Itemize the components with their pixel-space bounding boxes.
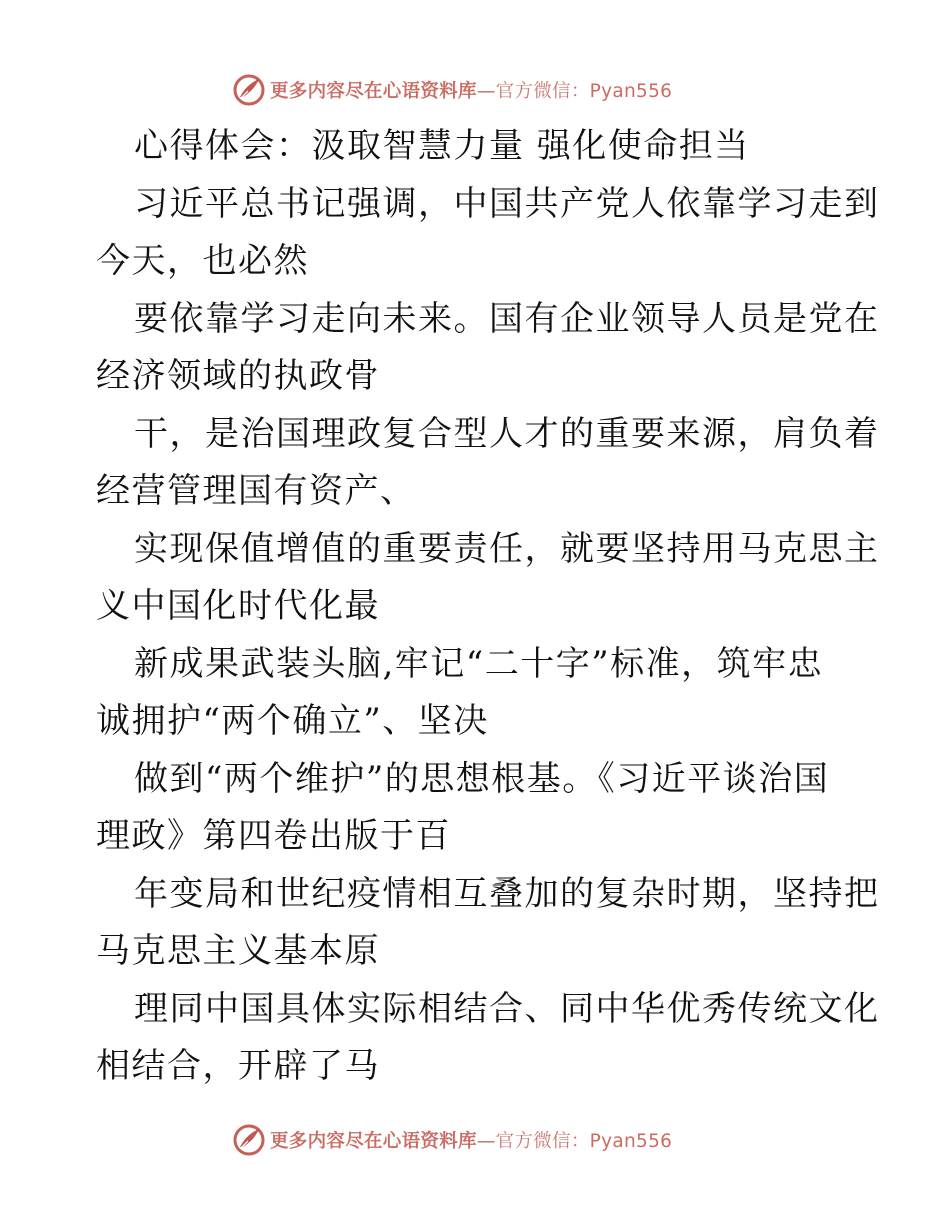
watermark-text xyxy=(270,77,672,103)
document-line: 今天，也必然 xyxy=(96,241,309,281)
document-line: 年变局和世纪疫情相互叠加的复杂时期，坚持把 xyxy=(134,873,880,914)
document-line: 经营管理国有资产、 xyxy=(96,471,416,511)
watermark-main-text: 更多内容尽在心语资料库 xyxy=(270,1131,477,1152)
watermark-account: Pyan556 xyxy=(589,1131,673,1152)
quill-pen-logo-icon xyxy=(232,1123,266,1157)
document-line: 干，是治国理政复合型人才的重要来源，肩负着 xyxy=(134,413,880,454)
watermark-content xyxy=(232,1120,672,1160)
document-line: 实现保值增值的重要责任，就要坚持用马克思主 xyxy=(134,528,880,569)
document-line: 诚拥护“两个确立”、坚决 xyxy=(96,701,489,741)
watermark-text xyxy=(270,1127,672,1153)
watermark-account: Pyan556 xyxy=(589,81,673,102)
watermark-wechat-label: 官方微信： xyxy=(495,81,590,102)
watermark-wechat-label: 官方微信： xyxy=(495,1131,590,1152)
document-title: 心得体会：汲取智慧力量 强化使命担当 xyxy=(134,126,750,166)
document-line: 理同中国具体实际相结合、同中华优秀传统文化 xyxy=(134,988,880,1029)
watermark-header xyxy=(0,70,950,110)
document-line: 新成果武装头脑,牢记“二十字”标准，筑牢忠 xyxy=(134,643,824,684)
document-line: 做到“两个维护”的思想根基。《习近平谈治国 xyxy=(134,758,830,799)
watermark-separator: — xyxy=(476,81,496,102)
document-line: 要依靠学习走向未来。国有企业领导人员是党在 xyxy=(134,298,880,339)
watermark-separator: — xyxy=(476,1131,496,1152)
document-line: 经济领域的执政骨 xyxy=(96,356,380,396)
document-body xyxy=(96,118,880,1096)
document-line: 习近平总书记强调，中国共产党人依靠学习走到 xyxy=(134,183,880,224)
watermark-content xyxy=(232,70,672,110)
watermark-footer xyxy=(0,1120,950,1160)
document-line: 理政》第四卷出版于百 xyxy=(96,816,451,856)
quill-pen-logo-icon xyxy=(232,73,266,107)
document-line: 相结合，开辟了马 xyxy=(96,1046,380,1086)
document-line: 马克思主义基本原 xyxy=(96,931,380,971)
document-line: 义中国化时代化最 xyxy=(96,586,380,626)
watermark-main-text: 更多内容尽在心语资料库 xyxy=(270,81,477,102)
